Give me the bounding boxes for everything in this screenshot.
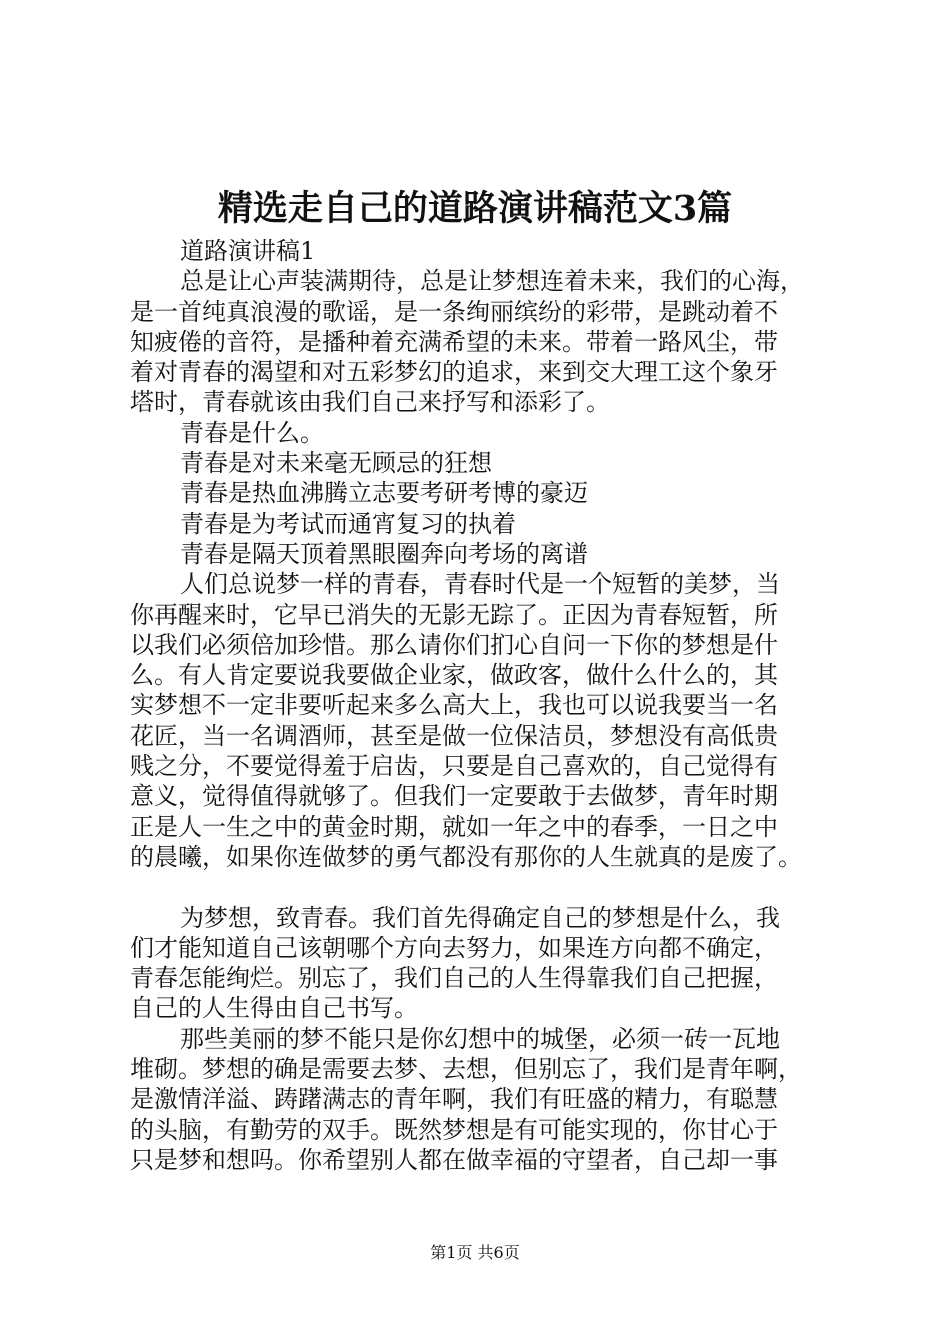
text-line: 那些美丽的梦不能只是你幻想中的城堡，必须一砖一瓦地 <box>180 1024 780 1053</box>
text-line: 实梦想不一定非要听起来多么高大上，我也可以说我要当一名 <box>130 691 778 720</box>
text-line: 是激情洋溢、踌躇满志的青年啊，我们有旺盛的精力，有聪慧 <box>130 1085 778 1114</box>
text-line: 么。有人肯定要说我要做企业家，做政客，做什么什么的，其 <box>130 661 778 690</box>
text-line: 青春是对未来毫无顾忌的狂想 <box>180 449 492 478</box>
text-line: 青春是什么。 <box>180 418 324 447</box>
text-line: 青春是隔天顶着黑眼圈奔向考场的离谱 <box>180 539 588 568</box>
text-line: 意义，觉得值得就够了。但我们一定要敢于去做梦，青年时期 <box>130 782 778 811</box>
document-title: 精选走自己的道路演讲稿范文3篇 <box>217 188 733 229</box>
text-line: 以我们必须倍加珍惜。那么请你们扪心自问一下你的梦想是什 <box>130 630 778 659</box>
text-line: 青春是热血沸腾立志要考研考博的豪迈 <box>180 479 588 508</box>
page-footer: 第1页 共6页 <box>430 1243 520 1262</box>
text-line: 的晨曦，如果你连做梦的勇气都没有那你的人生就真的是废了。 <box>130 842 802 871</box>
text-line: 正是人一生之中的黄金时期，就如一年之中的春季，一日之中 <box>130 812 778 841</box>
text-line: 青春是为考试而通宵复习的执着 <box>180 509 516 538</box>
blank-line <box>130 872 850 902</box>
text-line: 着对青春的渴望和对五彩梦幻的追求，来到交大理工这个象牙 <box>130 358 778 387</box>
text-line: 青春怎能绚烂。别忘了，我们自己的人生得靠我们自己把握， <box>130 964 778 993</box>
text-line: 自己的人生得由自己书写。 <box>130 994 418 1023</box>
text-line: 道路演讲稿1 <box>180 237 316 265</box>
text-line: 知疲倦的音符，是播种着充满希望的未来。带着一路风尘，带 <box>130 327 778 356</box>
text-line: 花匠，当一名调酒师，甚至是做一位保洁员，梦想没有高低贵 <box>130 721 778 750</box>
text-line: 贱之分，不要觉得羞于启齿，只要是自己喜欢的，自己觉得有 <box>130 752 778 781</box>
text-line: 总是让心声装满期待，总是让梦想连着未来，我们的心海， <box>180 267 804 296</box>
text-line: 们才能知道自己该朝哪个方向去努力，如果连方向都不确定， <box>130 933 778 962</box>
text-line: 你再醒来时，它早已消失的无影无踪了。正因为青春短暂，所 <box>130 600 778 629</box>
text-line: 为梦想，致青春。我们首先得确定自己的梦想是什么，我 <box>180 903 780 932</box>
text-line: 的头脑，有勤劳的双手。既然梦想是有可能实现的，你甘心于 <box>130 1115 778 1144</box>
text-line: 人们总说梦一样的青春，青春时代是一个短暂的美梦，当 <box>180 570 780 599</box>
text-line: 堆砌。梦想的确是需要去梦、去想，但别忘了，我们是青年啊， <box>130 1055 802 1084</box>
document-body <box>130 236 850 1175</box>
text-line: 只是梦和想吗。你希望别人都在做幸福的守望者，自己却一事 <box>130 1145 778 1174</box>
text-line: 是一首纯真浪漫的歌谣，是一条绚丽缤纷的彩带，是跳动着不 <box>130 297 778 326</box>
text-line: 塔时，青春就该由我们自己来抒写和添彩了。 <box>130 388 610 417</box>
